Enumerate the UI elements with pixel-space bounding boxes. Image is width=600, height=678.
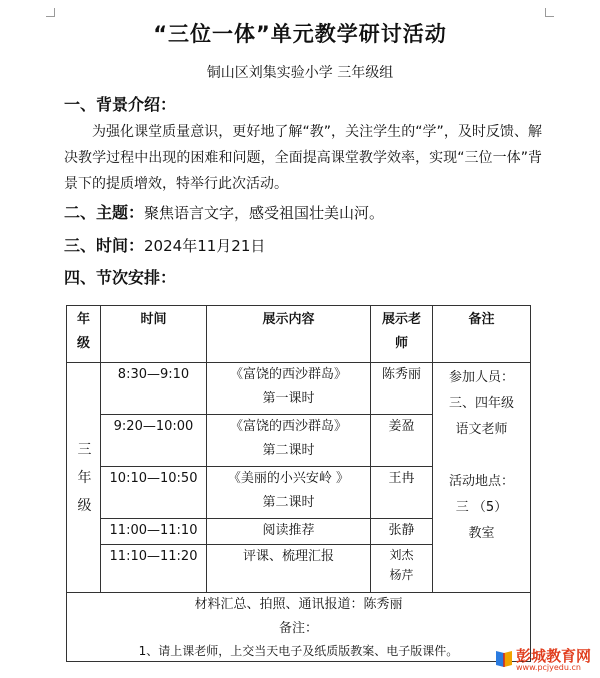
content-period: 第二课时 xyxy=(262,443,315,458)
content-cell xyxy=(207,467,371,519)
watermark-url: www.pcjyedu.cn xyxy=(516,663,581,672)
grade-char: 年 xyxy=(77,469,92,486)
note-line: 语文老师 xyxy=(455,422,508,437)
note-line: 教室 xyxy=(468,526,495,541)
note-line: 参加人员： xyxy=(448,370,514,385)
header-teacher xyxy=(371,306,433,363)
book-icon xyxy=(494,649,514,669)
header-grade-line-1: 年 xyxy=(76,312,90,327)
header-content: 展示内容 xyxy=(207,306,371,363)
teacher-cell: 陈秀丽 xyxy=(371,363,433,415)
time-cell: 10:10—10:50 xyxy=(101,467,207,519)
footer-label: 备注： xyxy=(278,621,318,636)
document-title: “三位一体”单元教学研讨活动 xyxy=(153,22,447,46)
note-line-blank xyxy=(433,443,530,469)
teacher-cell: 姜盈 xyxy=(371,415,433,467)
watermark-logo xyxy=(494,645,598,673)
header-teacher-line-2: 师 xyxy=(394,336,408,351)
document-subtitle: 铜山区刘集实验小学 三年级组 xyxy=(206,65,394,81)
theme-line xyxy=(64,200,384,223)
note-line: 活动地点： xyxy=(448,474,514,489)
table-header-row xyxy=(67,306,531,363)
teacher-name: 杨芹 xyxy=(389,568,414,582)
time-cell: 8:30—9:10 xyxy=(101,363,207,415)
content-period: 第二课时 xyxy=(262,495,315,510)
table-row xyxy=(67,363,531,415)
margin-corner-right xyxy=(545,8,554,17)
teacher-cell: 王冉 xyxy=(371,467,433,519)
grade-char: 三 xyxy=(77,441,92,458)
content-cell xyxy=(207,415,371,467)
materials-text: 材料汇总、拍照、通讯报道：陈秀丽 xyxy=(194,597,403,612)
time-cell: 9:20—10:00 xyxy=(101,415,207,467)
footer-cell xyxy=(67,593,531,662)
time-line xyxy=(64,233,265,256)
header-grade-line-2: 级 xyxy=(76,336,90,351)
time-cell: 11:10—11:20 xyxy=(101,545,207,593)
grade-cell xyxy=(67,363,101,593)
teacher-cell: 张静 xyxy=(371,519,433,545)
note-cell xyxy=(433,363,531,593)
content-title: 《富饶的西沙群岛》 xyxy=(229,419,347,434)
background-paragraph: 为强化课堂质量意识，更好地了解“教”，关注学生的“学”，及时反馈、解决教学过程中出现的困难和问题，全面提高课堂教学效率，实现“三位一体”背景下的提质增效，特举行此次活动。 xyxy=(64,124,542,192)
schedule-heading: 四、节次安排： xyxy=(64,268,177,287)
header-grade xyxy=(67,306,101,363)
margin-corner-left xyxy=(46,8,55,17)
content-period: 第一课时 xyxy=(262,391,315,406)
watermark-name: 彭城教育网 xyxy=(516,647,592,665)
schedule-table xyxy=(66,305,531,662)
grade-char: 级 xyxy=(77,497,92,514)
background-heading: 一、背景介绍： xyxy=(64,95,177,114)
header-time: 时间 xyxy=(101,306,207,363)
teacher-cell xyxy=(371,545,433,593)
theme-text: 聚焦语言文字，感受祖国壮美山河。 xyxy=(144,204,385,222)
content-cell: 评课、梳理汇报 xyxy=(207,545,371,593)
teacher-name: 刘杰 xyxy=(389,548,414,562)
content-cell xyxy=(207,363,371,415)
header-note: 备注 xyxy=(433,306,531,363)
content-title: 《美丽的小兴安岭 》 xyxy=(227,471,350,486)
time-text: 2024年11月21日 xyxy=(144,237,266,255)
content-cell: 阅读推荐 xyxy=(207,519,371,545)
footer-item: 1、请上课老师，上交当天电子及纸质版教案、电子版课件。 xyxy=(138,644,459,658)
table-footer-row xyxy=(67,593,531,662)
theme-label: 二、主题： xyxy=(64,203,145,222)
note-line: 三、四年级 xyxy=(448,396,514,411)
note-line: 三 （5） xyxy=(455,500,508,515)
time-cell: 11:00—11:10 xyxy=(101,519,207,545)
content-title: 《富饶的西沙群岛》 xyxy=(229,367,347,382)
time-label: 三、时间： xyxy=(64,236,145,255)
header-teacher-line-1: 展示老 xyxy=(381,312,421,327)
